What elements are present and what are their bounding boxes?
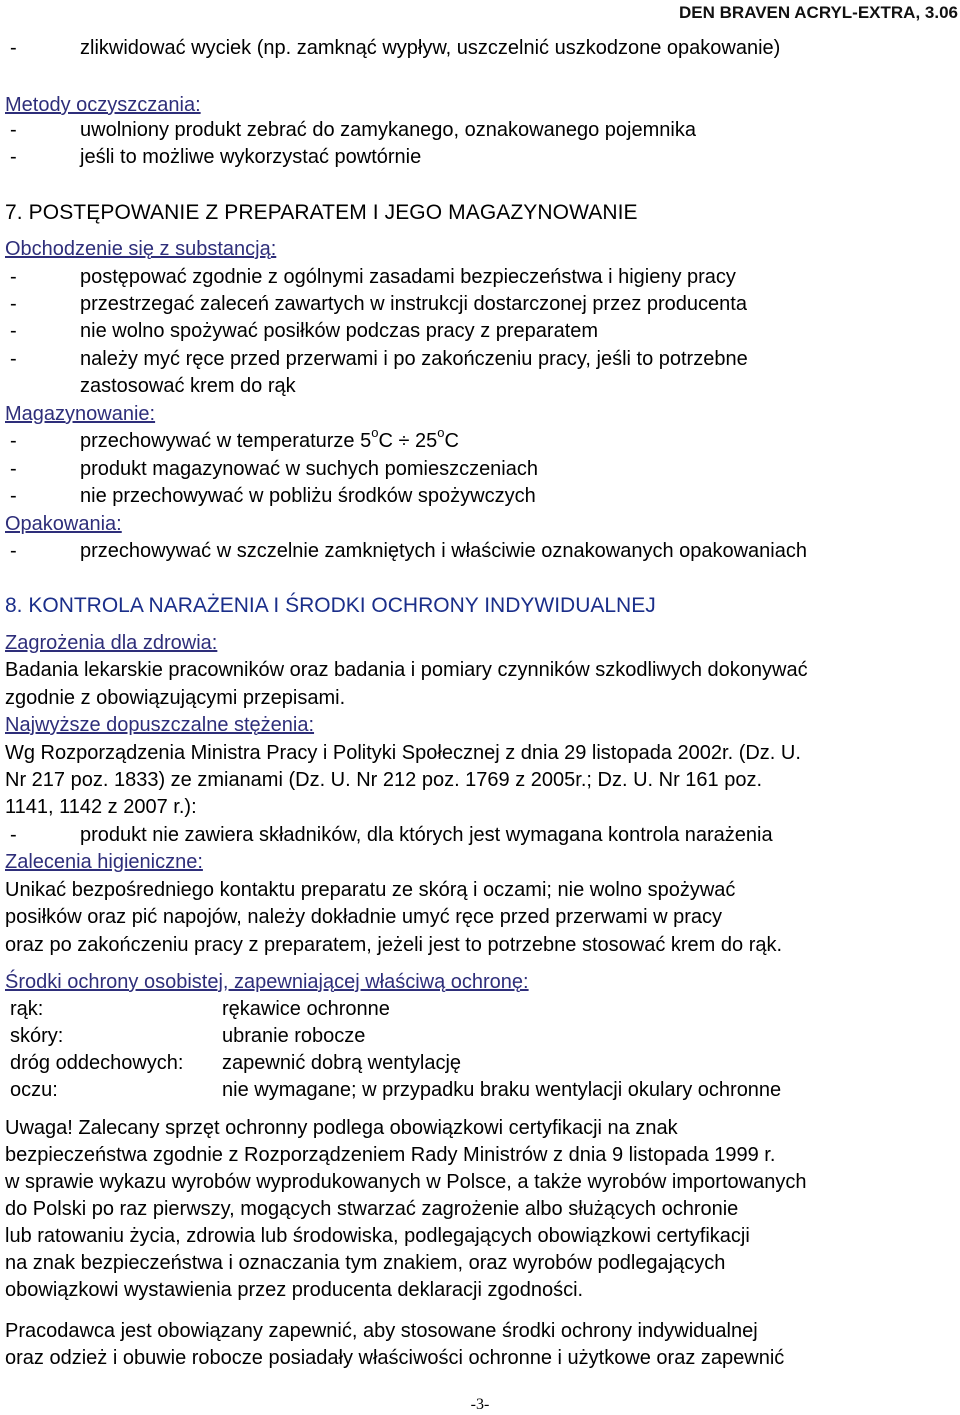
page-number: -3- bbox=[470, 1396, 490, 1413]
note-line: na znak bezpieczeństwa i oznaczania tym znakiem, oraz wyrobów podlegających bbox=[5, 1252, 726, 1274]
note-line: do Polski po raz pierwszy, mogących stwarzać zagrożenie albo służących ochronie bbox=[5, 1198, 739, 1220]
cleaning-heading: Metody oczyszczania: bbox=[5, 94, 201, 116]
note-line: w sprawie wykazu wyrobów wyprodukowanych w Polsce, a także wyrobów importowanych bbox=[5, 1171, 807, 1193]
paragraph-line: posiłków oraz pić napojów, należy dokładnie umyć ręce przed przerwami w pracy bbox=[5, 906, 722, 928]
paragraph-line: Badania lekarskie pracowników oraz badania i pomiary czynników szkodliwych dokonywać bbox=[5, 659, 808, 681]
section-8-title: 8. KONTROLA NARAŻENIA I ŚRODKI OCHRONY INDYWIDUALNEJ bbox=[5, 594, 656, 617]
nds-heading: Najwyższe dopuszczalne stężenia: bbox=[5, 714, 315, 736]
hygiene-heading: Zalecenia higieniczne: bbox=[5, 851, 203, 873]
paragraph-line: Nr 217 poz. 1833) ze zmianami (Dz. U. Nr 212 poz. 1769 z 2005r.; Dz. U. Nr 161 poz. bbox=[5, 769, 763, 791]
note-line: bezpieczeństwa zgodnie z Rozporządzeniem Rady Ministrów z dnia 9 listopada 1999 r. bbox=[5, 1144, 776, 1166]
employer-line: Pracodawca jest obowiązany zapewnić, aby stosowane środki ochrony indywidualnej bbox=[5, 1320, 758, 1342]
paragraph-line: oraz po zakończeniu pracy z preparatem, jeżeli jest to potrzebne stosować krem do rąk. bbox=[5, 934, 783, 956]
employer-line: oraz odzież i obuwie robocze posiadały właściwości ochronne i użytkowe oraz zapewnić bbox=[5, 1347, 785, 1369]
ppe-heading: Środki ochrony osobistej, zapewniającej właściwą ochronę: bbox=[5, 971, 529, 993]
paragraph-line: zgodnie z obowiązującymi przepisami. bbox=[5, 687, 346, 709]
note-line: obowiązkowi wystawienia przez producenta deklaracji zgodności. bbox=[5, 1279, 584, 1301]
packaging-heading: Opakowania: bbox=[5, 513, 122, 535]
paragraph-line: 1141, 1142 z 2007 r.): bbox=[5, 796, 197, 818]
health-heading: Zagrożenia dla zdrowia: bbox=[5, 632, 218, 654]
document-header: DEN BRAVEN ACRYL-EXTRA, 3.06 bbox=[679, 3, 958, 22]
note-line: lub ratowaniu życia, zdrowia lub środowiska, podlegających obowiązkowi certyfikacji bbox=[5, 1225, 750, 1247]
storage-heading: Magazynowanie: bbox=[5, 403, 156, 425]
handling-heading: Obchodzenie się z substancją: bbox=[5, 238, 277, 260]
paragraph-line: Unikać bezpośredniego kontaktu preparatu ze skórą i oczami; nie wolno spożywać bbox=[5, 879, 736, 901]
section-7-title: 7. POSTĘPOWANIE Z PREPARATEM I JEGO MAGAZYNOWANIE bbox=[5, 201, 638, 224]
paragraph-line: Wg Rozporządzenia Ministra Pracy i Polityki Społecznej z dnia 29 listopada 2002r. (Dz. U. bbox=[5, 742, 801, 764]
note-line: Uwaga! Zalecany sprzęt ochronny podlega obowiązkowi certyfikacji na znak bbox=[5, 1117, 678, 1139]
